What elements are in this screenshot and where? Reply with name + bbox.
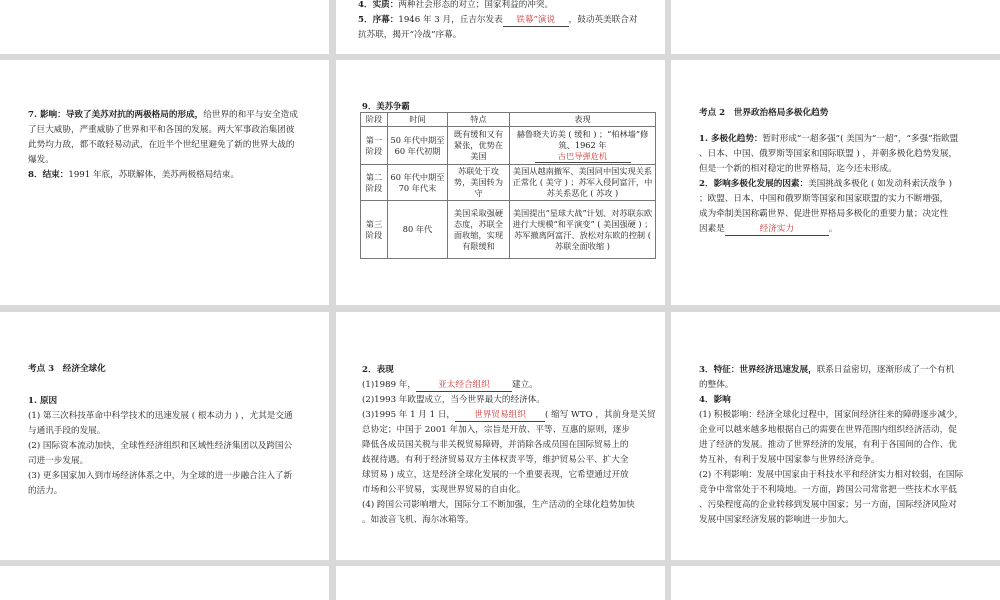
answer-blank-apec: 亚太经合组织 [416, 380, 512, 392]
feature-line-2: 的整体。 [699, 380, 734, 390]
section-heading-2: 考点 2 世界政治格局多极化趋势 [699, 108, 829, 118]
table-row: 第二阶段 60 年代中期至 70 年代末 苏联处于攻势，美国转为守 美国从越南撤军、美国同中国实现关系正常化 ( 美守 ) ；苏军入侵阿富汗，中苏关系恶化 ( 苏攻 ) [361, 165, 656, 201]
card-multipolar-trend [671, 60, 1000, 305]
card-r0-middle [336, 0, 665, 54]
card-globalization-manifestations: 2．表现 (1)1989 年， 亚太经合组织 建立。 (2)1993 年欧盟成立，当今世界最大的经济体。 (3)1995 年 1 月 1 日， 世界贸易组织 ( 缩写 WTO ，其前身是关贸 总协定；中国于 2001 年加入，宗旨是开放、平等、互惠的原则，逐步 降低各成员国关税与非关税贸易障碍，并消除各成员国在国际贸易上的 歧视待遇。有利于经济贸易双方主体权责平等，维护贸易公平、扩大全 球贸易 ) 成立，这是经济全球化发展的一个重要表现，它希望通过开放 市场和公平贸易，实现世界贸易的自由化。 (4) 跨国公司影响增大，国际分工不断加强，生产活动的全球化趋势加快 。如波音飞机、海尔冰箱等。 [336, 312, 665, 560]
impact-line-4: 爆发。 [28, 155, 54, 165]
factor-line-2: ；欧盟、日本、中国和俄罗斯等国家和国家联盟的实力不断增强， [699, 194, 949, 204]
multipolar-line-2: 、日本、中国、俄罗斯等国家和国际联盟 ) ，并朝多极化趋势发展， [699, 149, 958, 159]
factor-line-4: 因素是 经济实力 。 [699, 224, 838, 234]
answer-blank-iron-curtain: 铁幕”演说 [503, 15, 569, 27]
prelude-line: 5．序幕：1946 年 3 月，丘吉尔发表 铁幕”演说 ，鼓动英美联合对 [358, 15, 638, 25]
wto-line: (3)1995 年 1 月 1 日， 世界贸易组织 ( 缩写 WTO ，其前身是关贸 [362, 410, 656, 420]
card-r3-left [0, 566, 329, 600]
feature-line-1: 3．特征：世界经济迅速发展，联系日益密切，逐渐形成了一个有机 [699, 365, 955, 375]
card-r3-middle [336, 566, 665, 600]
prelude-line-2: 抗苏联，揭开“冷战”序幕。 [358, 30, 462, 40]
factor-line-3: 成为牵制美国称霸世界、促进世界格局多极化的重要力量；决定性 [699, 209, 949, 219]
card-r3-right [671, 566, 1000, 600]
card-bipolar-impact [0, 60, 329, 305]
table-title: 9．美苏争霸 [362, 101, 410, 111]
impact-line-3: 此势均力敌，都不敢轻易动武，在近半个世纪里避免了新的世界大战的 [28, 140, 295, 150]
end-line: 8．结束：1991 年底，苏联解体，美苏两极格局结束。 [28, 170, 240, 180]
rivalry-table [360, 112, 656, 259]
table-row: 第一阶段 50 年代中期至 60 年代初期 既有缓和又有紧张，优势在美国 赫鲁晓夫访美 ( 缓和 ) ；“柏林墙”修筑、1962 年 古巴导弹危机 [361, 127, 656, 165]
impact-line-1: 7. 影响：导致了美苏对抗的两极格局的形成，给世界的和平与安全造成 [28, 110, 298, 120]
card-r0-left [0, 0, 329, 54]
header-show: 表现 [510, 113, 656, 127]
table-header-row [361, 113, 656, 127]
factor-line-1: 2．影响多极化发展的因素：美国挑战多极化 ( 如发动科索沃战争 ) [699, 179, 952, 189]
answer-blank-cuban-crisis: 古巴导弹危机 [535, 151, 631, 163]
impact-line-2: 了巨大威胁，严重威胁了世界和平和各国的发展。两大军事政治集团彼 [28, 125, 295, 135]
header-stage: 阶段 [361, 113, 388, 127]
card-us-soviet-rivalry [336, 60, 665, 305]
multipolar-line-1: 1. 多极化趋势：暂时形成“一超多强”( 美国为“一超”，“多强”指欧盟 [699, 134, 959, 144]
essence-line: 4．实质：两种社会形态的对立；国家利益的冲突。 [358, 0, 554, 10]
manifest-subheading: 2．表现 [362, 365, 394, 375]
header-feature: 特点 [448, 113, 510, 127]
section-heading-3: 考点 3 经济全球化 [28, 364, 106, 374]
causes-subheading: 1. 原因 [28, 396, 58, 406]
effects-subheading: 4．影响 [699, 395, 731, 405]
answer-blank-wto: 世界贸易组织 [455, 410, 545, 422]
answer-blank-economic-strength: 经济实力 [725, 224, 829, 236]
apec-line: (1)1989 年， 亚太经合组织 建立。 [362, 380, 538, 390]
table-row: 第三阶段 80 年代 美国采取强硬态度，苏联全面收缩，实现有限缓和 美国提出“星球大战”计划、对苏联东欧进行大规模“和平演变” ( 美国强硬 ) ；苏军撤离阿富汗、放松对东欧的控制 ( 苏联全面收缩 ) [361, 201, 656, 259]
card-globalization-effects: 3．特征：世界经济迅速发展，联系日益密切，逐渐形成了一个有机 的整体。 4．影响 (1) 积极影响：经济全球化过程中，国家间经济往来的障碍逐步减少， 企业可以越来越多地根据自己的需要在世界范围内组织经济活动，促 进了经济的发展。推动了世界经济的发展，有利于各国间的合作、优 势互补，有利于发展中国家参与世界经济竞争。 (2) 不利影响：发展中国家由于科技水平和经济实力相对较弱，在国际 竞争中常常处于不利境地。一方面，跨国公司常常把一些技术水平低 、污染程度高的企业转移到发展中国家；另一方面，国际经济风险对 发展中国家经济发展的影响进一步加大。 [671, 312, 1000, 560]
header-time: 时间 [388, 113, 448, 127]
card-globalization-causes: 考点 3 经济全球化 1. 原因 (1) 第三次科技革命中科学技术的迅速发展 ( 根本动力 ) ，尤其是交通 与通讯手段的发展。 (2) 国际资本流动加快，全球性经济组织和区域性经济集团以及跨国公 司进一步发展。 (3) 更多国家加入到市场经济体系之中，为全球的进一步融合注入了新 的活力。 [0, 312, 329, 560]
card-r0-right [671, 0, 1000, 54]
multipolar-line-3: 但是一个新的相对稳定的世界格局，迄今还未形成。 [699, 164, 897, 174]
